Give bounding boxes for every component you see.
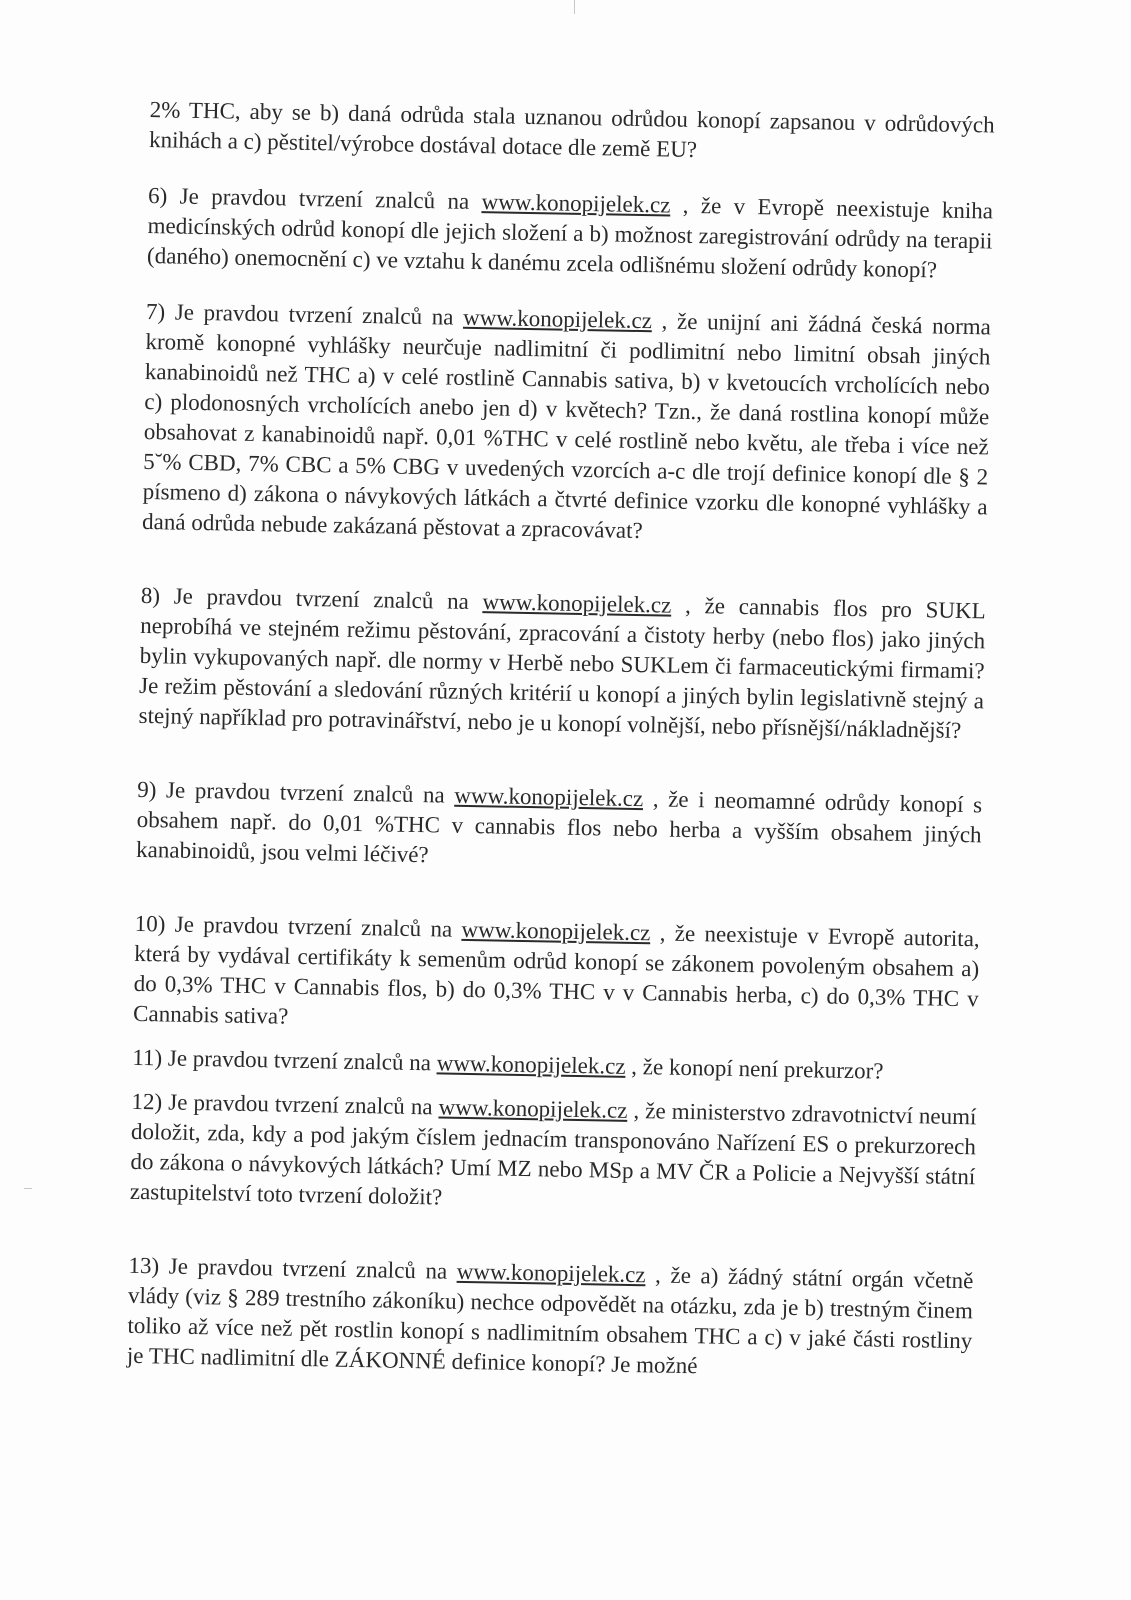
website-link[interactable]: www.konopijelek.cz bbox=[454, 782, 644, 812]
paragraph-text: , že unijní ani žádná česká norma kromě konopné vyhlášky neurčuje nadlimitní či podlimitní nebo limitní obsah jiných kanabinoidů než THC a) v celé rostlině Cannabis sativa, b) v kvetoucích vrcholících nebo c) plodonosných vrcholících anebo jen d) v květech? Tzn., že daná rostlina konopí může obsahovat z kanabinoidů např. 0,01 %THC v celé rostlině nebo květu, ale třeba i více než 5˘% CBD, 7% CBC a 5% CBG v uvedených vzorcích a-c dle trojí definice konopí dle § 2 písmeno d) zákona o návykových látkách a čtvrté definice vzorku dle konopné vyhlášky a daná odrůda nebude zakázaná pěstovat a zpracovávat? bbox=[141, 308, 992, 544]
question-8 bbox=[138, 581, 986, 746]
website-link[interactable]: www.konopijelek.cz bbox=[461, 916, 651, 946]
paragraph-text: 2% THC, aby se b) daná odrůda stala uznanou odrůdou konopí zapsanou v odrůdových knihách a c) pěstitel/výrobce dostával dotace dle země EU? bbox=[148, 96, 995, 163]
paragraph-text: , že ministerstvo zdravotnictví neumí doložit, zda, kdy a pod jakým číslem jednacím transponováno Nařízení ES o prekurzorech do zákona o návykových látkách? Umí MZ nebo MSp a MV ČR a Policie a Nejvyšší státní zastupitelství toto tvrzení doložit? bbox=[129, 1097, 977, 1210]
question-6 bbox=[147, 181, 994, 286]
paragraph-text: , že a) žádný státní orgán včetně vlády (viz § 289 trestního zákoníku) nechce odpovědět na otázku, zda je b) trestným činem toliko až více než pět rostlin konopí s nadlimitním obsahem THC a c) v jaké části rostliny je THC nadlimitní dle ZÁKONNÉ definice konopí? Je možné bbox=[126, 1262, 974, 1379]
question-13 bbox=[127, 1251, 974, 1386]
paragraph-text: 6) Je pravdou tvrzení znalců na bbox=[147, 182, 482, 215]
website-link[interactable]: www.konopijelek.cz bbox=[436, 1050, 626, 1079]
paragraph-text: 10) Je pravdou tvrzení znalců na bbox=[134, 910, 462, 942]
question-10 bbox=[133, 909, 980, 1044]
website-link[interactable]: www.konopijelek.cz bbox=[438, 1094, 628, 1123]
paragraph-text: 9) Je pravdou tvrzení znalců na bbox=[137, 776, 455, 808]
paragraph-text: , že cannabis flos pro SUKL neprobíhá ve stejném režimu pěstování, zpracování a čistoty herby (nebo flos) jako jiných bylin vykupovaných např. dle normy v Herbě nebo SUKLem či farmaceutickými firmami? Je režim pěstování a sledování různých kritérií u konopí a jiných bylin legislativně stejný a stejný například pro potravinářství, nebo je u konopí volnější, nebo přísnější/nákladnější? bbox=[138, 592, 986, 743]
paragraph-text: , že v Evropě neexistuje kniha medicínských odrůd konopí dle jejich složení a b) možnost zaregistrování odrůdy na terapii (daného) onemocnění c) ve vztahu k danému zcela odlišnému složení odrůdy konopí? bbox=[146, 192, 994, 283]
paragraph-text: 11) Je pravdou tvrzení znalců na bbox=[132, 1044, 437, 1076]
paragraph-text: 8) Je pravdou tvrzení znalců na bbox=[140, 582, 483, 615]
website-link[interactable]: www.konopijelek.cz bbox=[481, 189, 671, 218]
website-link[interactable]: www.konopijelek.cz bbox=[456, 1258, 646, 1288]
question-7 bbox=[142, 297, 991, 552]
website-link[interactable]: www.konopijelek.cz bbox=[462, 304, 653, 334]
paragraph-text: 13) Je pravdou tvrzení znalců na bbox=[128, 1252, 458, 1284]
paragraph-text: , že i neomamné odrůdy konopí s obsahem např. do 0,01 %THC v cannabis flos nebo herba a vyšším obsahem jiných kanabinoidů, jsou velmi léčivé? bbox=[135, 786, 983, 868]
website-link[interactable]: www.konopijelek.cz bbox=[482, 589, 672, 618]
paragraph-text: 12) Je pravdou tvrzení znalců na bbox=[131, 1088, 439, 1120]
paragraph-text: , že neexistuje v Evropě autorita, která by vydával certifikáty k semenům odrůd konopí se zákonem povoleným obsahem a) do 0,3% THC v Cannabis flos, b) do 0,3% THC v v Cannabis herba, c) do 0,3% THC v Cannabis sativa? bbox=[132, 920, 980, 1029]
paragraph-text: , že konopí není prekurzor? bbox=[625, 1053, 884, 1084]
scan-mark-left bbox=[24, 1188, 32, 1189]
scan-mark-top bbox=[574, 0, 575, 14]
paragraph-text: 7) Je pravdou tvrzení znalců na bbox=[145, 298, 464, 330]
question-12 bbox=[130, 1087, 977, 1222]
question-9 bbox=[136, 775, 983, 880]
document-body bbox=[127, 95, 995, 1386]
